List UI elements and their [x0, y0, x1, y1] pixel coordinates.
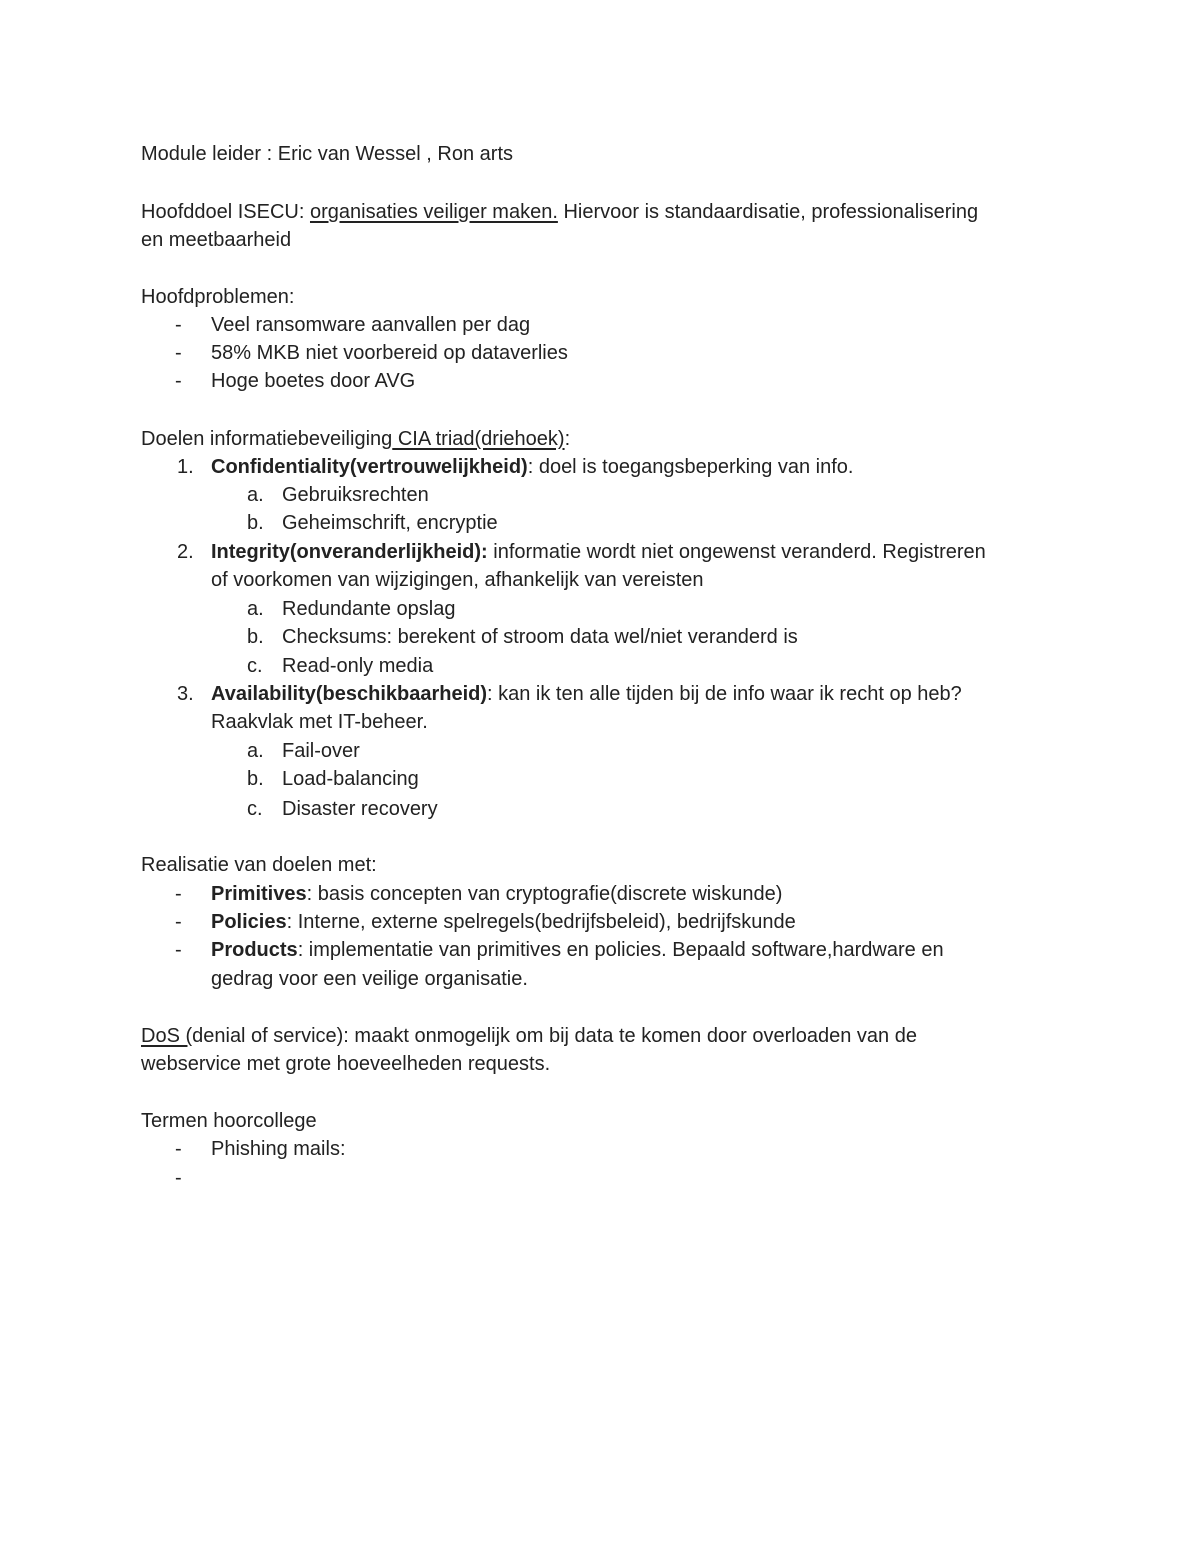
list-item: Phishing mails:	[211, 1138, 346, 1160]
bullet-marker: -	[175, 939, 182, 961]
sub-letter: b.	[247, 512, 264, 534]
dos-continuation: webservice met grote hoeveelheden requests.	[141, 1053, 551, 1075]
sub-letter: a.	[247, 740, 264, 762]
list-number: 2.	[177, 541, 194, 563]
term-bold: Primitives	[211, 883, 307, 905]
bullet-marker: -	[175, 1138, 182, 1160]
term-bold: Policies	[211, 911, 287, 933]
list-item: Hoge boetes door AVG	[211, 370, 416, 392]
doelen-heading-prefix: Doelen informatiebeveiliging	[141, 428, 393, 450]
list-item	[211, 908, 796, 936]
list-item	[211, 936, 944, 964]
realisatie-heading: Realisatie van doelen met:	[141, 854, 377, 876]
sub-item: Load-balancing	[282, 768, 419, 790]
doelen-heading	[141, 425, 570, 453]
bullet-marker: -	[175, 342, 182, 364]
dos-line	[141, 1022, 917, 1050]
term-text: : doel is toegangsbeperking van info.	[527, 456, 854, 478]
term-text: : basis concepten van cryptografie(discrete wiskunde)	[306, 883, 783, 905]
sub-letter: a.	[247, 598, 264, 620]
sub-letter: b.	[247, 626, 264, 648]
hoofddoel-rest: Hiervoor is standaardisatie, professionalisering	[557, 201, 979, 223]
list-item-continuation: of voorkomen van wijzigingen, afhankelijk van vereisten	[211, 569, 704, 591]
dos-link[interactable]: DoS (	[141, 1025, 193, 1047]
list-item	[211, 680, 962, 708]
bullet-marker: -	[175, 883, 182, 905]
sub-item: Redundante opslag	[282, 598, 456, 620]
hoofddoel-line	[141, 198, 978, 226]
term-text: : Interne, externe spelregels(bedrijfsbeleid), bedrijfskunde	[286, 911, 796, 933]
termen-heading: Termen hoorcollege	[141, 1110, 317, 1132]
hoofdproblemen-heading: Hoofdproblemen:	[141, 286, 295, 308]
bullet-marker: -	[175, 911, 182, 933]
bullet-marker: -	[175, 1167, 182, 1189]
sub-item: Fail-over	[282, 740, 360, 762]
term-text: : implementatie van primitives en policies. Bepaald software,hardware en	[297, 939, 944, 961]
bullet-marker: -	[175, 314, 182, 336]
sub-letter: c.	[247, 655, 263, 677]
sub-item: Checksums: berekent of stroom data wel/niet veranderd is	[282, 626, 798, 648]
hoofddoel-label: Hoofddoel ISECU:	[141, 201, 310, 223]
list-number: 3.	[177, 683, 194, 705]
doelen-heading-suffix: :	[564, 428, 571, 450]
term-bold: Availability(beschikbaarheid)	[211, 683, 488, 705]
list-item-continuation: Raakvlak met IT-beheer.	[211, 711, 428, 733]
dos-text: denial of service): maakt onmogelijk om bij data te komen door overloaden van de	[192, 1025, 917, 1047]
term-bold: Confidentiality(vertrouwelijkheid)	[211, 456, 528, 478]
list-item-continuation: gedrag voor een veilige organisatie.	[211, 968, 528, 990]
term-text: : kan ik ten alle tijden bij de info waar ik recht op heb?	[487, 683, 962, 705]
sub-item: Gebruiksrechten	[282, 484, 429, 506]
list-item	[211, 880, 782, 908]
term-text: informatie wordt niet ongewenst veranderd. Registreren	[487, 541, 986, 563]
module-leader-line: Module leider : Eric van Wessel , Ron arts	[141, 143, 514, 165]
bullet-marker: -	[175, 370, 182, 392]
list-item: 58% MKB niet voorbereid op dataverlies	[211, 342, 568, 364]
sub-letter: a.	[247, 484, 264, 506]
sub-item: Read-only media	[282, 655, 434, 677]
term-bold: Products	[211, 939, 298, 961]
sub-letter: b.	[247, 768, 264, 790]
list-item	[211, 538, 986, 566]
hoofddoel-continuation: en meetbaarheid	[141, 229, 292, 251]
list-item	[211, 453, 853, 481]
sub-item: Geheimschrift, encryptie	[282, 512, 498, 534]
cia-triad-link[interactable]: CIA triad(driehoek)	[392, 428, 565, 450]
hoofddoel-underlined: organisaties veiliger maken.	[309, 201, 558, 223]
sub-item: Disaster recovery	[282, 798, 438, 820]
list-number: 1.	[177, 456, 194, 478]
list-item: Veel ransomware aanvallen per dag	[211, 314, 531, 336]
sub-letter: c.	[247, 798, 263, 820]
term-bold: Integrity(onveranderlijkheid):	[211, 541, 488, 563]
